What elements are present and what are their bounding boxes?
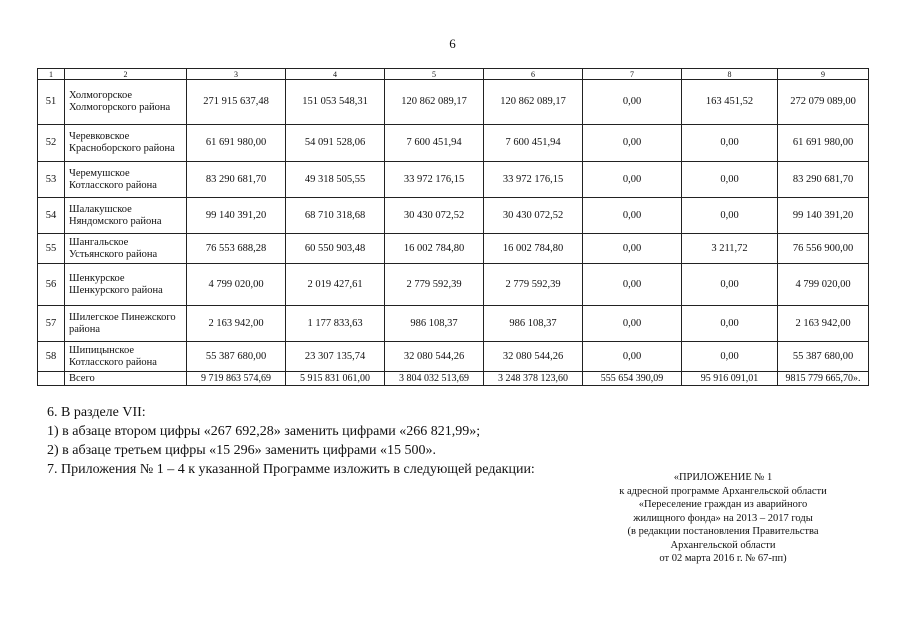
amount-cell: 2 779 592,39 [385, 264, 484, 306]
data-table [37, 68, 869, 386]
row-number: 51 [38, 80, 65, 125]
amount-cell: 2 779 592,39 [484, 264, 583, 306]
amount-cell: 4 799 020,00 [187, 264, 286, 306]
amount-cell: 30 430 072,52 [484, 198, 583, 234]
total-amount-cell: 95 916 091,01 [682, 372, 778, 386]
amount-cell: 120 862 089,17 [484, 80, 583, 125]
amount-cell: 986 108,37 [484, 306, 583, 342]
total-row [38, 372, 869, 386]
row-number: 53 [38, 162, 65, 198]
table-row [38, 264, 869, 306]
total-label: Всего [65, 372, 187, 386]
amount-cell: 76 556 900,00 [778, 234, 869, 264]
empty-cell [38, 372, 65, 386]
row-number: 54 [38, 198, 65, 234]
amount-cell: 16 002 784,80 [484, 234, 583, 264]
amount-cell: 61 691 980,00 [187, 125, 286, 162]
municipality-name: Шалакушское Няндомского района [65, 198, 187, 234]
amount-cell: 55 387 680,00 [778, 342, 869, 372]
amount-cell: 55 387 680,00 [187, 342, 286, 372]
amount-cell: 0,00 [682, 162, 778, 198]
row-number: 52 [38, 125, 65, 162]
amount-cell: 0,00 [583, 264, 682, 306]
column-header: 6 [484, 69, 583, 80]
appendix-line: «ПРИЛОЖЕНИЕ № 1 [673, 472, 773, 483]
amendment-text [47, 403, 535, 479]
amount-cell: 23 307 135,74 [286, 342, 385, 372]
appendix-line: «Переселение граждан из аварийного [638, 499, 808, 510]
amount-cell: 60 550 903,48 [286, 234, 385, 264]
column-header: 8 [682, 69, 778, 80]
total-amount-cell: 3 804 032 513,69 [385, 372, 484, 386]
text-line: 1) в абзаце втором цифры «267 692,28» заменить цифрами «266 821,99»; [47, 424, 481, 439]
amount-cell: 0,00 [682, 198, 778, 234]
appendix-line: жилищного фонда» на 2013 – 2017 годы [633, 512, 813, 524]
page-number: 6 [449, 36, 456, 51]
amount-cell: 1 177 833,63 [286, 306, 385, 342]
amount-cell: 99 140 391,20 [778, 198, 869, 234]
amount-cell: 0,00 [583, 342, 682, 372]
amount-cell: 49 318 505,55 [286, 162, 385, 198]
amount-cell: 76 553 688,28 [187, 234, 286, 264]
municipality-name: Черевковское Красноборского района [65, 125, 187, 162]
amount-cell: 30 430 072,52 [385, 198, 484, 234]
amount-cell: 54 091 528,06 [286, 125, 385, 162]
table-row [38, 80, 869, 125]
table-row [38, 162, 869, 198]
amount-cell: 32 080 544,26 [385, 342, 484, 372]
appendix-header [573, 471, 873, 566]
row-number: 55 [38, 234, 65, 264]
amount-cell: 0,00 [682, 342, 778, 372]
amount-cell: 33 972 176,15 [385, 162, 484, 198]
amount-cell: 61 691 980,00 [778, 125, 869, 162]
amount-cell: 2 163 942,00 [778, 306, 869, 342]
total-amount-cell: 9815 779 665,70». [778, 372, 869, 386]
appendix-line: (в редакции постановления Правительства [627, 526, 819, 537]
text-line: 7. Приложения № 1 – 4 к указанной Программе изложить в следующей редакции: [47, 462, 535, 477]
column-header: 1 [38, 69, 65, 80]
table-body [38, 80, 869, 386]
column-number-header [38, 69, 869, 80]
amount-cell: 151 053 548,31 [286, 80, 385, 125]
amount-cell: 7 600 451,94 [385, 125, 484, 162]
municipality-name: Шипицынское Котласского района [65, 342, 187, 372]
amount-cell: 4 799 020,00 [778, 264, 869, 306]
table-row [38, 234, 869, 264]
column-header: 4 [286, 69, 385, 80]
amount-cell: 0,00 [583, 80, 682, 125]
total-amount-cell: 5 915 831 061,00 [286, 372, 385, 386]
amount-cell: 120 862 089,17 [385, 80, 484, 125]
table-row [38, 306, 869, 342]
amount-cell: 83 290 681,70 [778, 162, 869, 198]
amount-cell: 0,00 [583, 234, 682, 264]
amount-cell: 7 600 451,94 [484, 125, 583, 162]
amount-cell: 163 451,52 [682, 80, 778, 125]
table-row [38, 125, 869, 162]
total-amount-cell: 9 719 863 574,69 [187, 372, 286, 386]
row-number: 57 [38, 306, 65, 342]
municipality-name: Холмогорское Холмогорского района [65, 80, 187, 125]
amount-cell: 16 002 784,80 [385, 234, 484, 264]
amount-cell: 0,00 [583, 306, 682, 342]
amount-cell: 32 080 544,26 [484, 342, 583, 372]
appendix-line: от 02 марта 2016 г. № 67-пп) [659, 553, 787, 564]
column-header: 2 [65, 69, 187, 80]
amount-cell: 0,00 [682, 264, 778, 306]
municipality-name: Шилегское Пинежского района [65, 306, 187, 342]
amount-cell: 986 108,37 [385, 306, 484, 342]
appendix-line: к адресной программе Архангельской области [619, 485, 827, 497]
amount-cell: 3 211,72 [682, 234, 778, 264]
amount-cell: 0,00 [682, 306, 778, 342]
text-line: 2) в абзаце третьем цифры «15 296» заменить цифрами «15 500». [47, 443, 437, 458]
amount-cell: 272 079 089,00 [778, 80, 869, 125]
total-amount-cell: 555 654 390,09 [583, 372, 682, 386]
column-header: 7 [583, 69, 682, 80]
appendix-line: Архангельской области [670, 539, 776, 551]
row-number: 56 [38, 264, 65, 306]
amount-cell: 68 710 318,68 [286, 198, 385, 234]
amount-cell: 271 915 637,48 [187, 80, 286, 125]
column-header: 9 [778, 69, 869, 80]
text-line: 6. В разделе VII: [47, 405, 146, 420]
amount-cell: 0,00 [682, 125, 778, 162]
column-header: 3 [187, 69, 286, 80]
municipality-name: Шангальское Устьянского района [65, 234, 187, 264]
row-number: 58 [38, 342, 65, 372]
table-row [38, 198, 869, 234]
amount-cell: 2 163 942,00 [187, 306, 286, 342]
amount-cell: 2 019 427,61 [286, 264, 385, 306]
total-amount-cell: 3 248 378 123,60 [484, 372, 583, 386]
amount-cell: 0,00 [583, 198, 682, 234]
column-header: 5 [385, 69, 484, 80]
amount-cell: 99 140 391,20 [187, 198, 286, 234]
amount-cell: 0,00 [583, 125, 682, 162]
municipality-name: Черемушское Котласского района [65, 162, 187, 198]
amount-cell: 33 972 176,15 [484, 162, 583, 198]
amount-cell: 83 290 681,70 [187, 162, 286, 198]
table-row [38, 342, 869, 372]
amount-cell: 0,00 [583, 162, 682, 198]
municipality-name: Шенкурское Шенкурского района [65, 264, 187, 306]
